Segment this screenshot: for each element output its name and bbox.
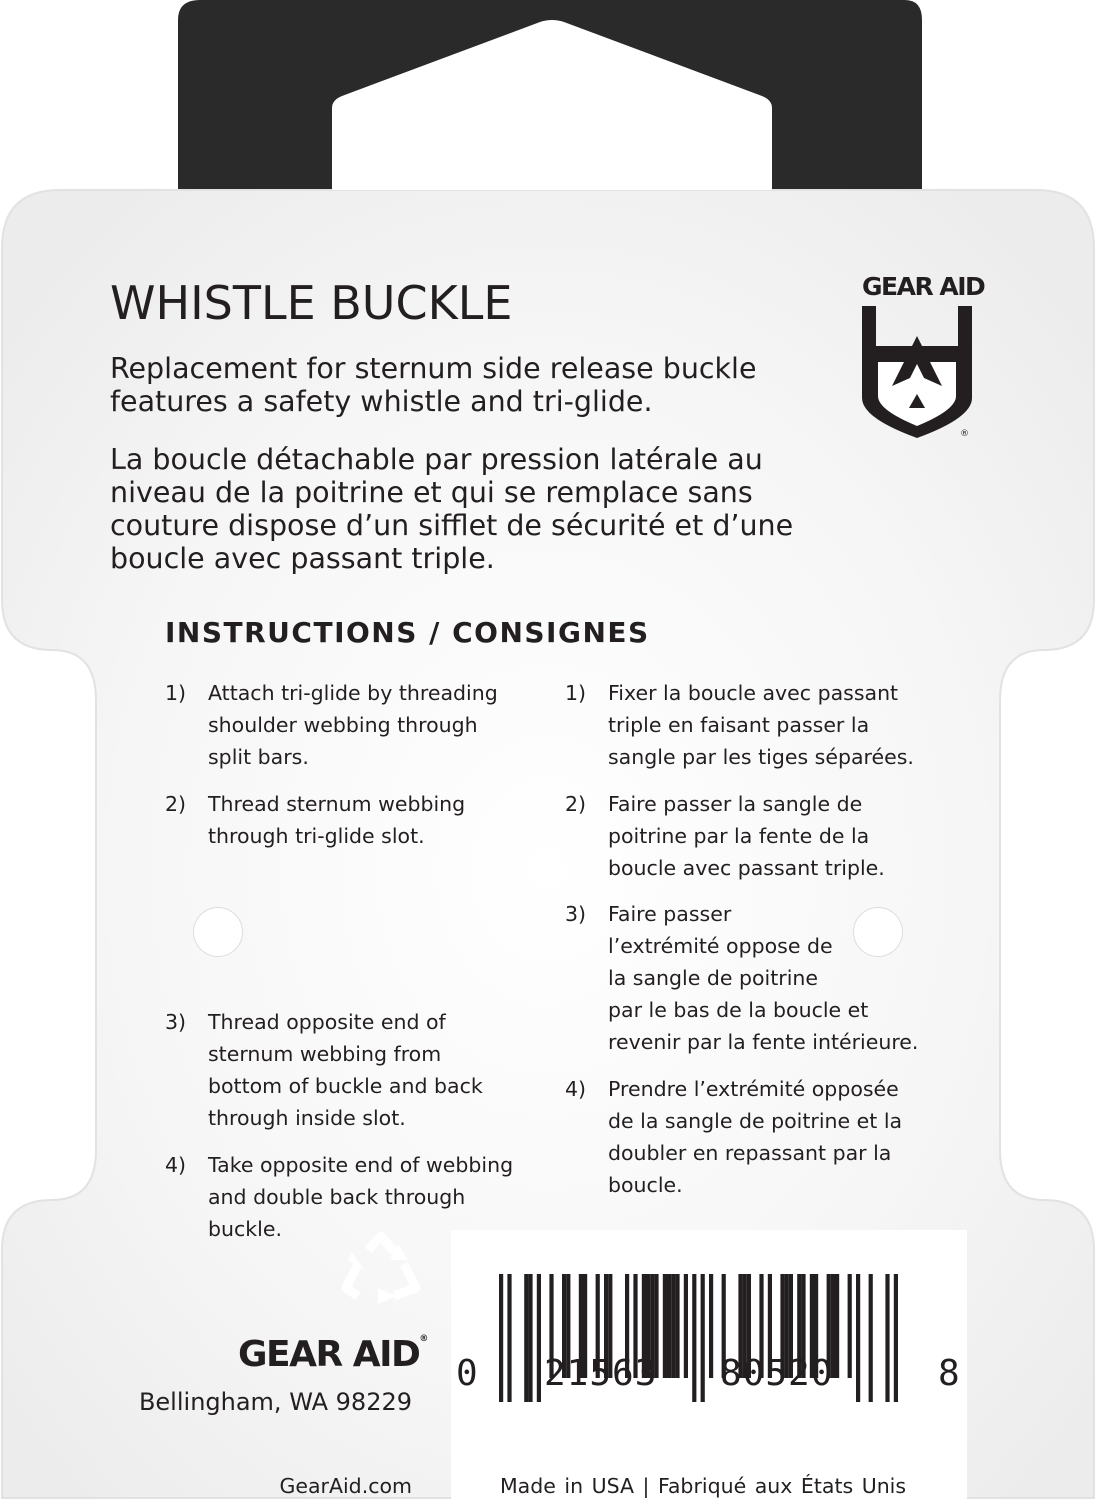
barcode-bar	[894, 1274, 898, 1402]
step-line: Attach tri-glide by threading	[208, 681, 498, 705]
step-line: revenir par la fente intérieure.	[608, 1030, 919, 1054]
step-line: Faire passer la sangle de	[608, 792, 863, 816]
product-title: WHISTLE BUCKLE	[110, 276, 513, 330]
barcode-bar	[663, 1274, 667, 1378]
description-line: Replacement for sternum side release buckle	[110, 352, 757, 385]
step-text	[208, 1006, 483, 1134]
step-number: 4)	[565, 1077, 587, 1101]
step-line: de la sangle de poitrine et la	[608, 1109, 903, 1133]
step-line: Take opposite end of webbing	[208, 1153, 514, 1177]
description-english	[110, 352, 757, 418]
description-line: boucle avec passant triple.	[110, 542, 495, 575]
barcode-bar	[671, 1274, 675, 1378]
step-line: l’extrémité oppose de	[608, 934, 833, 958]
step-number: 1)	[565, 681, 587, 705]
step-number: 4)	[165, 1153, 187, 1177]
footer-brand-text: GEAR AID	[238, 1334, 420, 1375]
step-text	[608, 788, 885, 884]
step-line: Thread sternum webbing	[208, 792, 466, 816]
step-line: triple en faisant passer la	[608, 713, 870, 737]
mounting-hole-left	[193, 907, 243, 957]
step-line: Faire passer	[608, 902, 732, 926]
step-number: 3)	[165, 1010, 187, 1034]
step-number: 3)	[565, 902, 587, 926]
step-line: Prendre l’extrémité opposée	[608, 1077, 899, 1101]
recycle-icon	[338, 1230, 424, 1310]
barcode-bar	[848, 1274, 852, 1378]
step-line: Fixer la boucle avec passant	[608, 681, 899, 705]
description-french	[110, 443, 793, 575]
brand-logo-text: GEAR AID	[862, 272, 985, 301]
barcode-bar	[675, 1274, 679, 1378]
step-number: 1)	[165, 681, 187, 705]
barcode-right-group: 80520	[720, 1353, 834, 1394]
step-line: sternum webbing from	[208, 1042, 442, 1066]
description-line: couture dispose d’un sifflet de sécurité et d’une	[110, 509, 794, 542]
made-in-label: Made in USA | Fabriqué aux États Unis	[500, 1474, 907, 1498]
step-line: doubler en repassant par la	[608, 1141, 892, 1165]
barcode-check-digit: 8	[938, 1353, 960, 1394]
step-number: 2)	[565, 792, 587, 816]
step-line: bottom of buckle and back	[208, 1074, 483, 1098]
step-line: poitrine par la fente de la	[608, 824, 870, 848]
step-line: and double back through	[208, 1185, 466, 1209]
description-line: niveau de la poitrine et qui se remplace sans	[110, 476, 753, 509]
barcode-bar	[667, 1274, 671, 1378]
step-line: par le bas de la boucle et	[608, 998, 869, 1022]
gear-aid-shield-logo-icon	[862, 306, 974, 442]
barcode-bar	[524, 1274, 528, 1402]
barcode	[451, 1230, 967, 1470]
barcode-bar	[537, 1274, 541, 1402]
step-line: split bars.	[208, 745, 309, 769]
barcode-bar	[835, 1274, 839, 1378]
barcode-bar	[528, 1274, 532, 1402]
step-number: 2)	[165, 792, 187, 816]
step-line: buckle.	[208, 1217, 282, 1241]
step-text	[208, 788, 465, 852]
barcode-bar	[869, 1274, 873, 1402]
step-text	[608, 677, 914, 773]
barcode-bar	[692, 1274, 696, 1402]
barcode-bar	[507, 1274, 511, 1402]
barcode-bar	[885, 1274, 889, 1402]
step-line: through tri-glide slot.	[208, 824, 425, 848]
footer-brand-logo	[238, 1334, 428, 1375]
description-line: features a safety whistle and tri-glide.	[110, 385, 653, 418]
barcode-left-group: 21563	[544, 1353, 658, 1394]
barcode-lead-digit: 0	[456, 1353, 478, 1394]
barcode-bar	[701, 1274, 705, 1402]
mounting-hole-right	[853, 907, 903, 957]
step-line: sangle par les tiges séparées.	[608, 745, 914, 769]
step-line: la sangle de poitrine	[608, 966, 819, 990]
barcode-bar	[684, 1274, 688, 1378]
website-link[interactable]: GearAid.com	[279, 1474, 412, 1498]
description-line: La boucle détachable par pression latérale au	[110, 443, 763, 476]
step-line: boucle.	[608, 1173, 683, 1197]
address: Bellingham, WA 98229	[138, 1388, 412, 1416]
step-text	[208, 677, 498, 773]
step-line: through inside slot.	[208, 1106, 406, 1130]
barcode-bar	[499, 1274, 503, 1402]
step-line: shoulder webbing through	[208, 713, 478, 737]
step-line: boucle avec passant triple.	[608, 856, 885, 880]
instructions-heading: INSTRUCTIONS / CONSIGNES	[165, 616, 650, 649]
registered-mark: ®	[419, 1334, 429, 1344]
svg-text:®: ®	[960, 429, 969, 439]
barcode-bar	[709, 1274, 713, 1378]
step-line: Thread opposite end of	[208, 1010, 446, 1034]
barcode-bar	[856, 1274, 860, 1402]
step-text	[608, 1073, 902, 1201]
